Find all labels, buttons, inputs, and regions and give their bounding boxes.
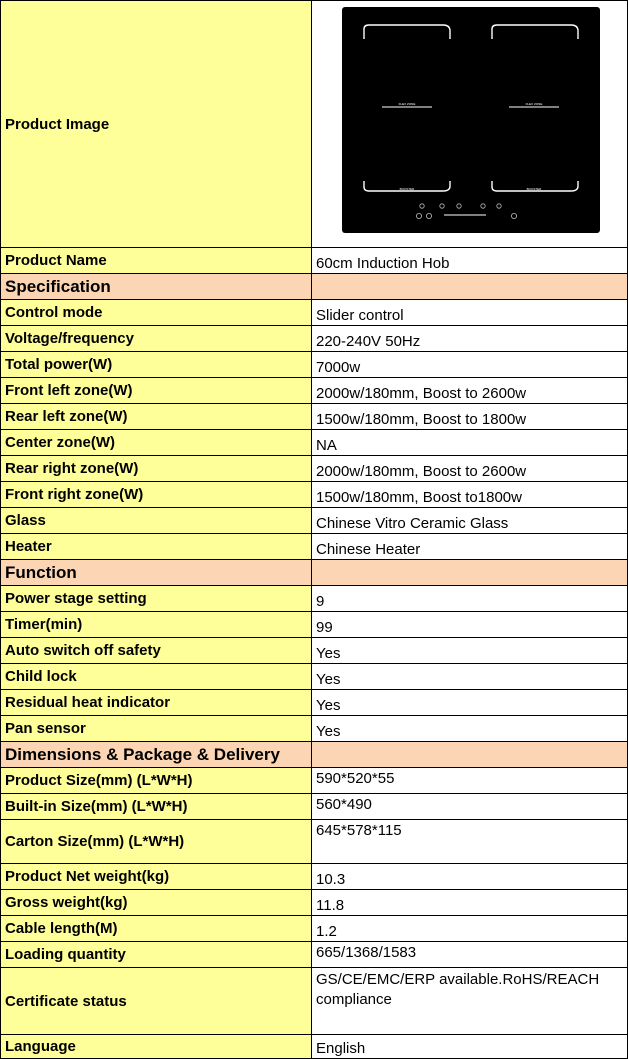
section-specification-blank bbox=[312, 274, 628, 300]
left-boost-label: BOOSTER bbox=[399, 187, 415, 191]
row-value: 665/1368/1583 bbox=[312, 942, 628, 968]
product-name-label: Product Name bbox=[1, 248, 312, 274]
left-flex-label: FLEX ZONE bbox=[398, 102, 416, 106]
row-label: Center zone(W) bbox=[1, 430, 312, 456]
table-row bbox=[1, 820, 628, 864]
row-value: 1500w/180mm, Boost to1800w bbox=[312, 482, 628, 508]
right-flex-label: FLEX ZONE bbox=[525, 102, 543, 106]
section-dimensions bbox=[1, 742, 628, 768]
row-label: Voltage/frequency bbox=[1, 326, 312, 352]
table-row bbox=[1, 690, 628, 716]
table-row bbox=[1, 1035, 628, 1059]
table-row bbox=[1, 612, 628, 638]
product-image-cell bbox=[312, 1, 628, 248]
table-row bbox=[1, 968, 628, 1035]
row-value: 1.2 bbox=[312, 916, 628, 942]
row-value: 590*520*55 bbox=[312, 768, 628, 794]
row-value: 220-240V 50Hz bbox=[312, 326, 628, 352]
hob-glass-panel bbox=[342, 7, 600, 233]
row-label: Total power(W) bbox=[1, 352, 312, 378]
row-label: Built-in Size(mm) (L*W*H) bbox=[1, 794, 312, 820]
row-label: Residual heat indicator bbox=[1, 690, 312, 716]
section-function bbox=[1, 560, 628, 586]
row-label: Child lock bbox=[1, 664, 312, 690]
row-product-image bbox=[1, 1, 628, 248]
table-row bbox=[1, 794, 628, 820]
row-label: Pan sensor bbox=[1, 716, 312, 742]
row-value: 2000w/180mm, Boost to 2600w bbox=[312, 378, 628, 404]
row-label: Control mode bbox=[1, 300, 312, 326]
row-value: 9 bbox=[312, 586, 628, 612]
row-product-name bbox=[1, 248, 628, 274]
row-label: Loading quantity bbox=[1, 942, 312, 968]
row-value: 560*490 bbox=[312, 794, 628, 820]
row-value: Yes bbox=[312, 690, 628, 716]
product-name-value: 60cm Induction Hob bbox=[312, 248, 628, 274]
table-row bbox=[1, 942, 628, 968]
row-value: 7000w bbox=[312, 352, 628, 378]
row-value: 2000w/180mm, Boost to 2600w bbox=[312, 456, 628, 482]
row-value: 11.8 bbox=[312, 890, 628, 916]
table-row bbox=[1, 482, 628, 508]
row-label: Product Size(mm) (L*W*H) bbox=[1, 768, 312, 794]
row-label: Certificate status bbox=[1, 968, 312, 1035]
row-label: Cable length(M) bbox=[1, 916, 312, 942]
table-row bbox=[1, 508, 628, 534]
table-row bbox=[1, 586, 628, 612]
row-label: Product Net weight(kg) bbox=[1, 864, 312, 890]
row-value: 1500w/180mm, Boost to 1800w bbox=[312, 404, 628, 430]
table-row bbox=[1, 352, 628, 378]
table-row bbox=[1, 768, 628, 794]
table-row bbox=[1, 890, 628, 916]
row-value: 645*578*115 bbox=[312, 820, 628, 864]
table-row bbox=[1, 404, 628, 430]
row-value: GS/CE/EMC/ERP available.RoHS/REACH compliance bbox=[312, 968, 628, 1035]
section-function-blank bbox=[312, 560, 628, 586]
section-specification-title: Specification bbox=[1, 274, 312, 300]
row-label: Rear right zone(W) bbox=[1, 456, 312, 482]
table-row bbox=[1, 430, 628, 456]
row-label: Rear left zone(W) bbox=[1, 404, 312, 430]
table-row bbox=[1, 638, 628, 664]
row-label: Power stage setting bbox=[1, 586, 312, 612]
row-value: 10.3 bbox=[312, 864, 628, 890]
section-specification bbox=[1, 274, 628, 300]
induction-hob-image bbox=[316, 1, 628, 242]
row-label: Front right zone(W) bbox=[1, 482, 312, 508]
table-row bbox=[1, 378, 628, 404]
product-image-label: Product Image bbox=[1, 1, 312, 248]
table-row bbox=[1, 716, 628, 742]
row-label: Gross weight(kg) bbox=[1, 890, 312, 916]
row-label: Glass bbox=[1, 508, 312, 534]
section-function-title: Function bbox=[1, 560, 312, 586]
row-value: Slider control bbox=[312, 300, 628, 326]
row-value: Yes bbox=[312, 664, 628, 690]
row-value: Chinese Vitro Ceramic Glass bbox=[312, 508, 628, 534]
table-row bbox=[1, 326, 628, 352]
row-label: Language bbox=[1, 1035, 312, 1059]
row-label: Carton Size(mm) (L*W*H) bbox=[1, 820, 312, 864]
section-dimensions-title: Dimensions & Package & Delivery bbox=[1, 742, 312, 768]
table-row bbox=[1, 300, 628, 326]
table-row bbox=[1, 664, 628, 690]
row-label: Timer(min) bbox=[1, 612, 312, 638]
row-value: Chinese Heater bbox=[312, 534, 628, 560]
table-row bbox=[1, 534, 628, 560]
row-value: Yes bbox=[312, 716, 628, 742]
table-row bbox=[1, 456, 628, 482]
row-label: Heater bbox=[1, 534, 312, 560]
right-boost-label: BOOSTER bbox=[526, 187, 542, 191]
row-label: Front left zone(W) bbox=[1, 378, 312, 404]
row-value: Yes bbox=[312, 638, 628, 664]
row-value: NA bbox=[312, 430, 628, 456]
row-label: Auto switch off safety bbox=[1, 638, 312, 664]
table-row bbox=[1, 864, 628, 890]
section-dimensions-blank bbox=[312, 742, 628, 768]
row-value: 99 bbox=[312, 612, 628, 638]
row-value: English bbox=[312, 1035, 628, 1059]
table-row bbox=[1, 916, 628, 942]
